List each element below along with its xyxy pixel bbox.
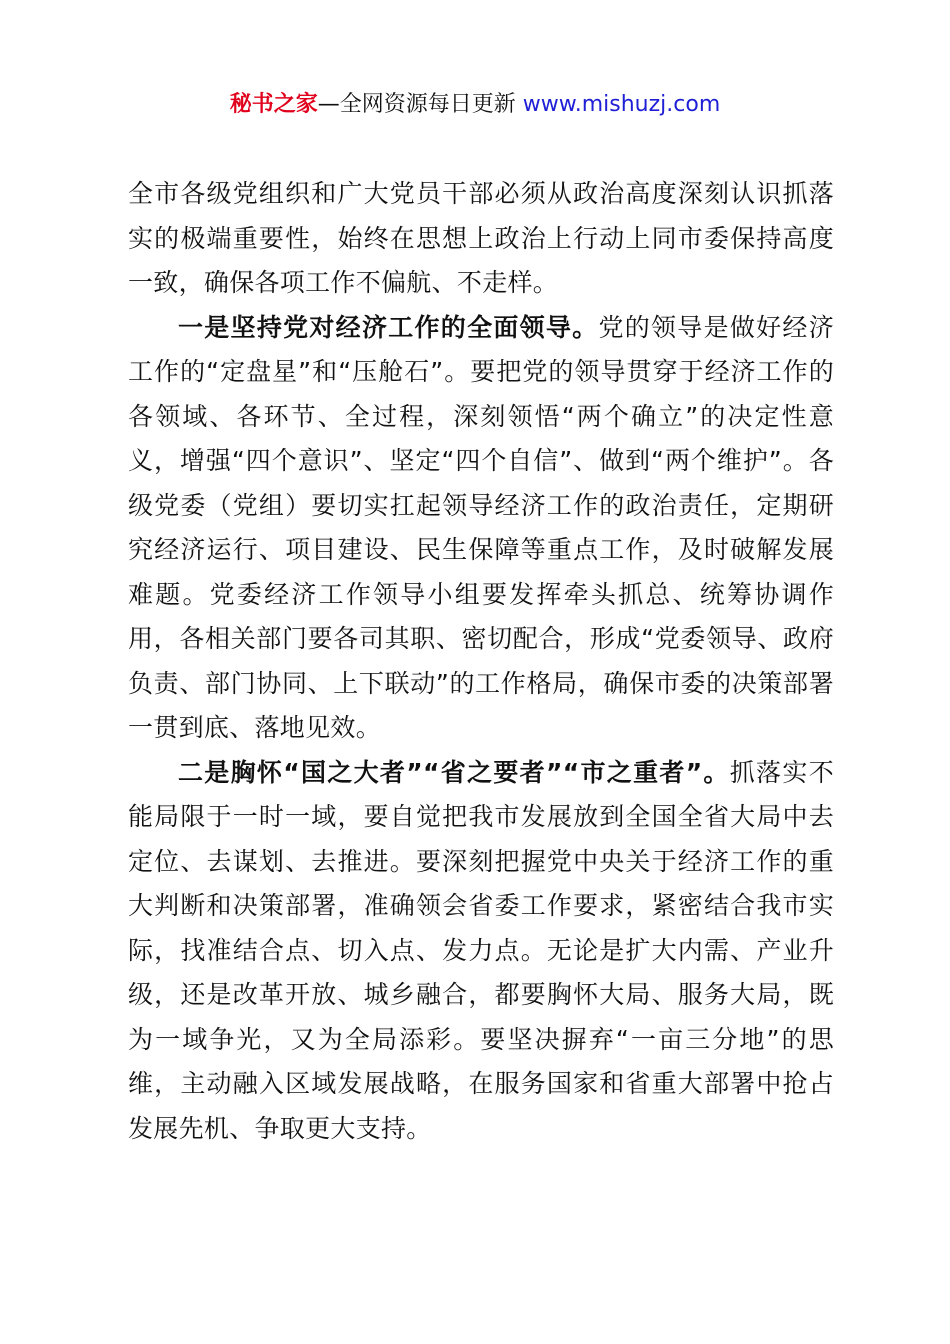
paragraph-3-heading: 二是胸怀“国之大者”“省之要者”“市之重者”。 xyxy=(178,757,730,787)
document-body xyxy=(128,172,834,1151)
paragraph-3 xyxy=(128,751,834,1152)
paragraph-3-text: 抓落实不能局限于一时一域，要自觉把我市发展放到全国全省大局中去定位、去谋划、去推进。要深刻把握党中央关于经济工作的重大判断和决策部署，准确领会省委工作要求，紧密结合我市实际，找准结合点、切入点、发力点。无论是扩大内需、产业升级，还是改革开放、城乡融合，都要胸怀大局、服务大局，既为一域争光，又为全局添彩。要坚决摒弃“一亩三分地”的思维，主动融入区域发展战略，在服务国家和省重大部署中抢占发展先机、争取更大支持。 xyxy=(128,757,834,1143)
page-header xyxy=(0,88,950,122)
header-tagline: —全网资源每日更新 xyxy=(317,92,516,117)
brand-name: 秘书之家 xyxy=(229,92,318,117)
paragraph-1: 全市各级党组织和广大党员干部必须从政治高度深刻认识抓落实的极端重要性，始终在思想上政治上行动上同市委保持高度一致，确保各项工作不偏航、不走样。 xyxy=(128,179,834,297)
paragraph-2-heading: 一是坚持党对经济工作的全面领导。 xyxy=(178,312,599,342)
paragraph-2 xyxy=(128,306,834,751)
site-url-link[interactable]: www.mishuzj.com xyxy=(522,92,721,117)
paragraph-2-text: 党的领导是做好经济工作的“定盘星”和“压舱石”。要把党的领导贯穿于经济工作的各领域、各环节、全过程，深刻领悟“两个确立”的决定性意义，增强“四个意识”、坚定“四个自信”、做到“两个维护”。各级党委（党组）要切实扛起领导经济工作的政治责任，定期研究经济运行、项目建设、民生保障等重点工作，及时破解发展难题。党委经济工作领导小组要发挥牵头抓总、统筹协调作用，各相关部门要各司其职、密切配合，形成“党委领导、政府负责、部门协同、上下联动”的工作格局，确保市委的决策部署一贯到底、落地见效。 xyxy=(128,312,834,742)
